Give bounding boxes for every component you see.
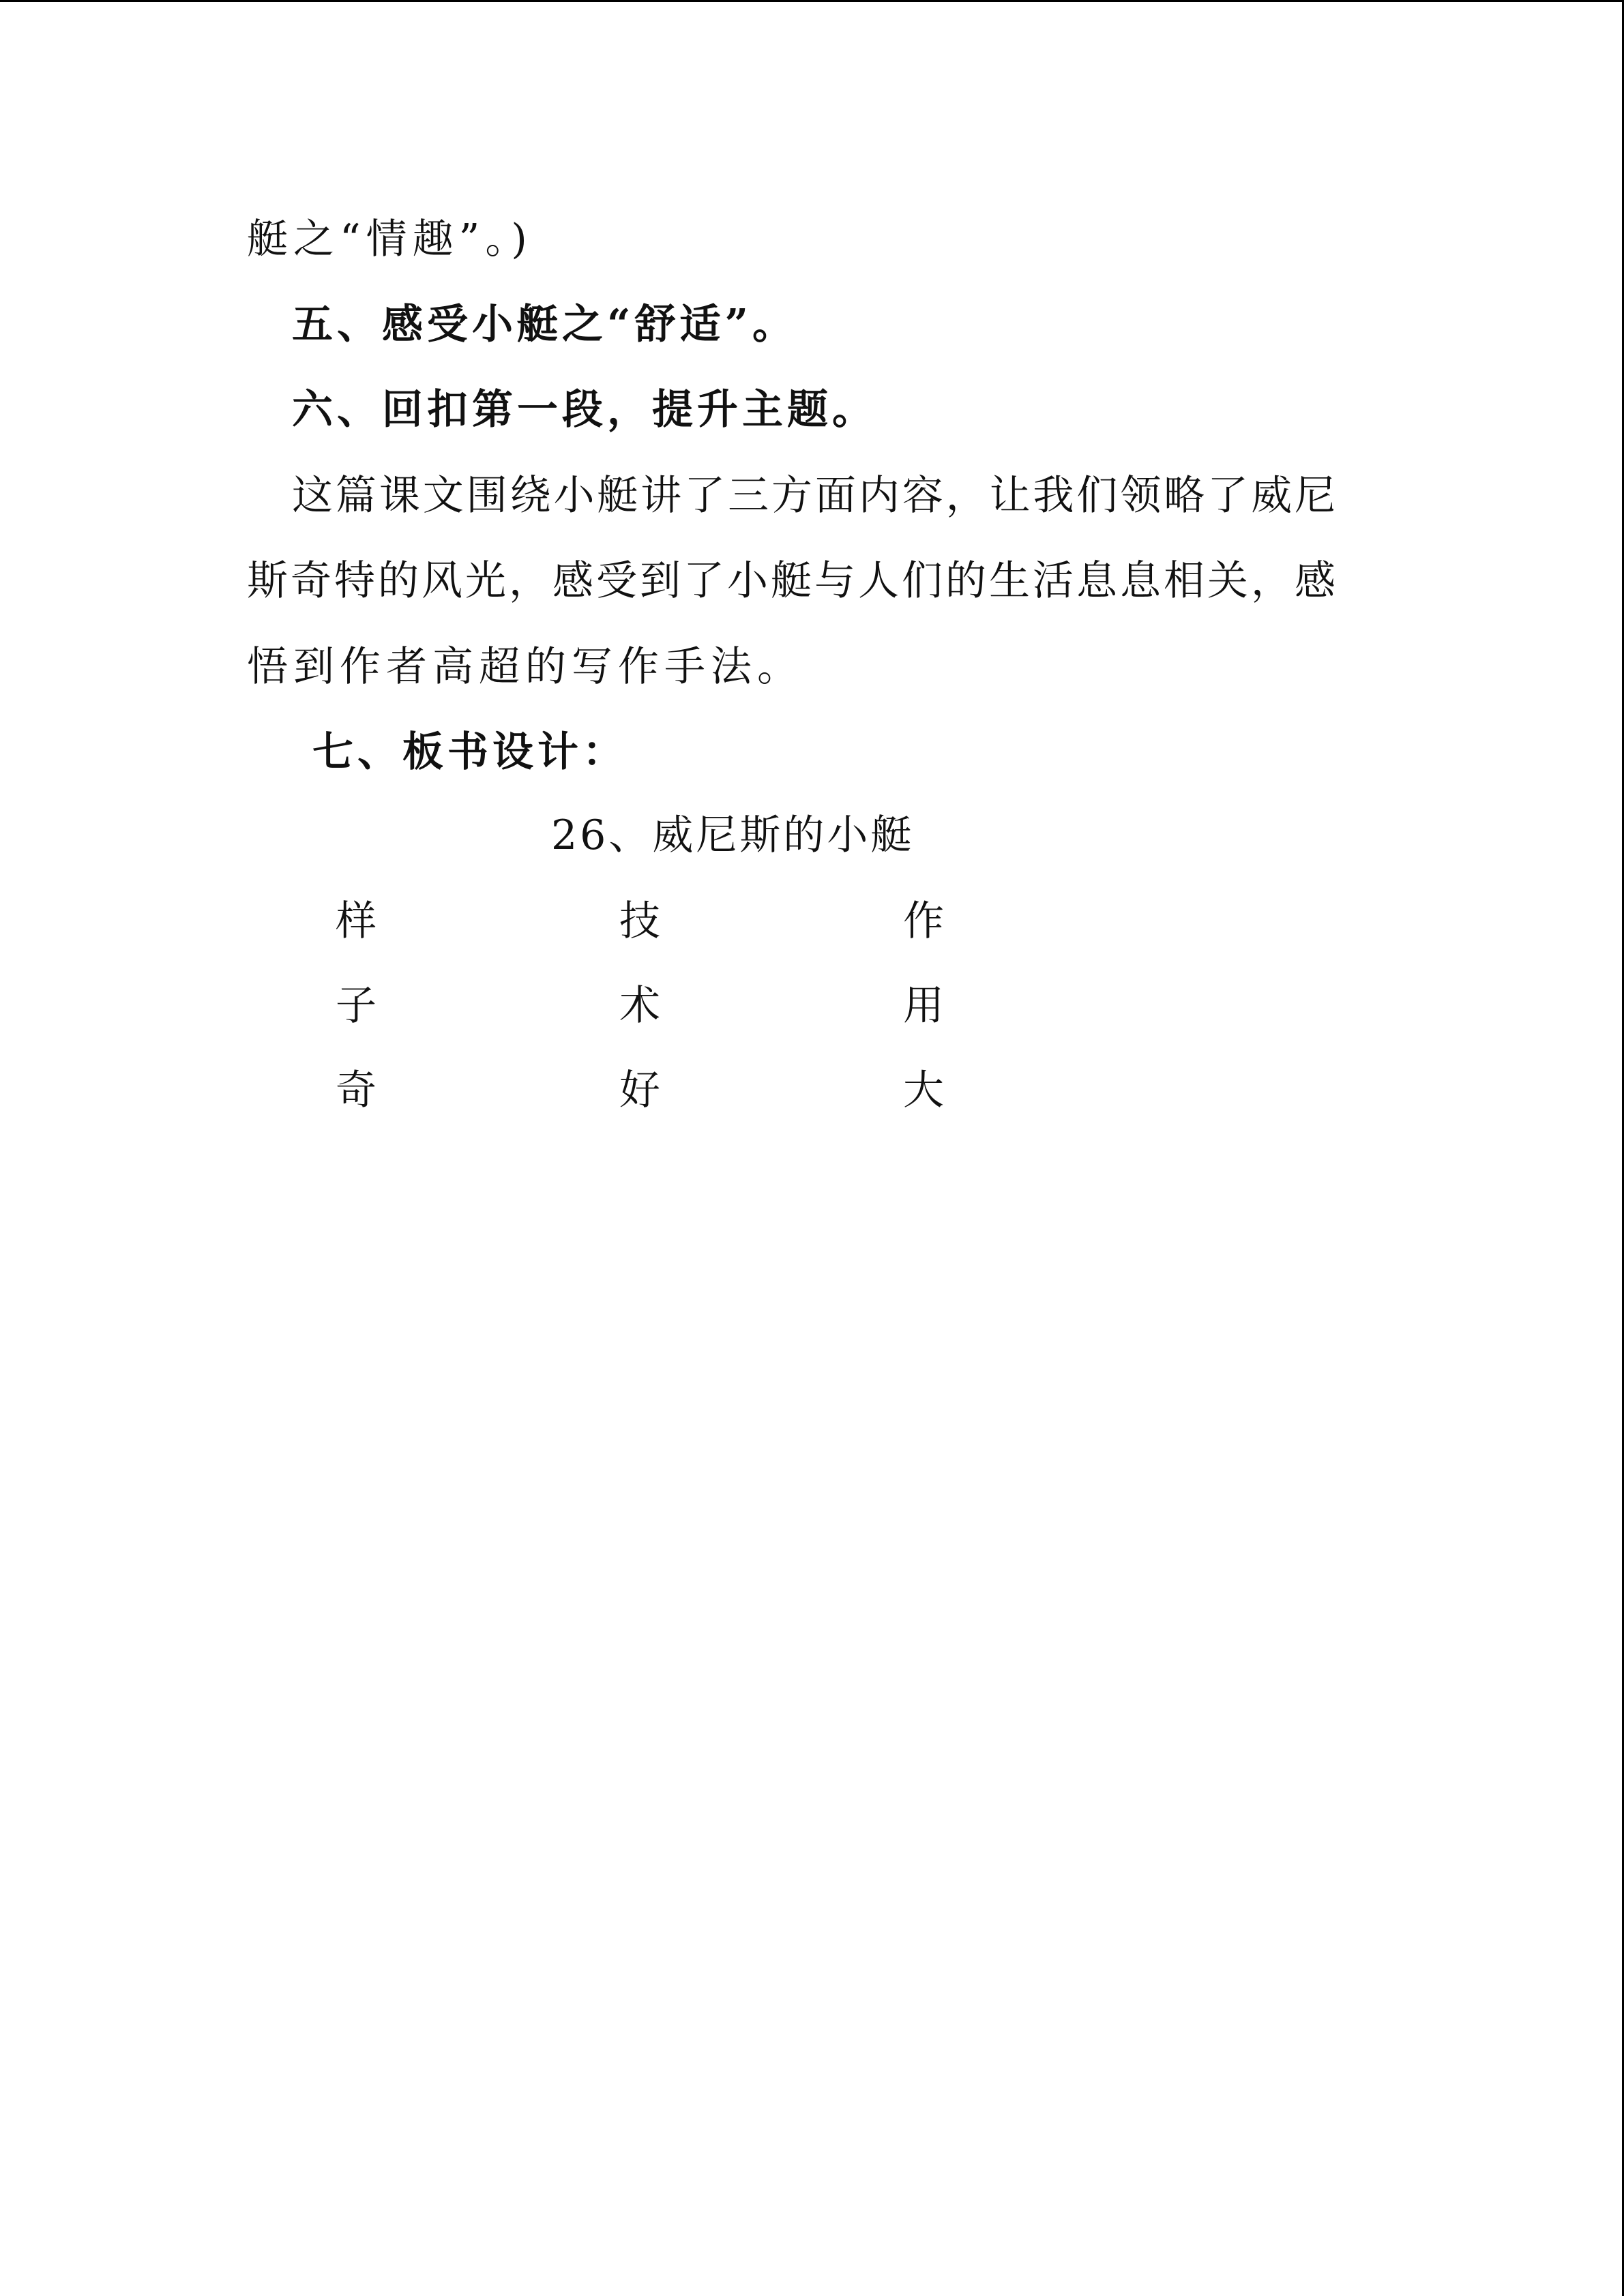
board-cell: 用	[903, 982, 944, 1030]
board-cell: 作	[903, 897, 944, 945]
heading-five: 五、感受小艇之“舒适”。	[292, 301, 798, 348]
board-cell: 奇	[336, 1067, 377, 1114]
board-column-2	[619, 897, 660, 1151]
paragraph-line-2: 斯奇特的风光，感受到了小艇与人们的生活息息相关，感	[247, 557, 1335, 605]
board-cell: 样	[336, 897, 377, 945]
paragraph-line-1: 这篇课文围绕小艇讲了三方面内容，让我们领略了威尼	[292, 472, 1335, 520]
board-cell: 好	[619, 1067, 660, 1114]
board-cell: 大	[903, 1067, 944, 1114]
continued-text: 艇之“情趣”。)	[247, 215, 533, 263]
board-column-1	[336, 897, 377, 1151]
board-column-3	[903, 897, 944, 1151]
heading-seven: 七、板书设计：	[312, 728, 628, 776]
paragraph-line-3: 悟到作者高超的写作手法。	[247, 643, 803, 691]
board-title: 26、威尼斯的小艇	[551, 811, 915, 859]
heading-six: 六、回扣第一段，提升主题。	[292, 386, 877, 434]
board-cell: 技	[619, 897, 660, 945]
board-cell: 术	[619, 982, 660, 1030]
board-cell: 子	[336, 982, 377, 1030]
